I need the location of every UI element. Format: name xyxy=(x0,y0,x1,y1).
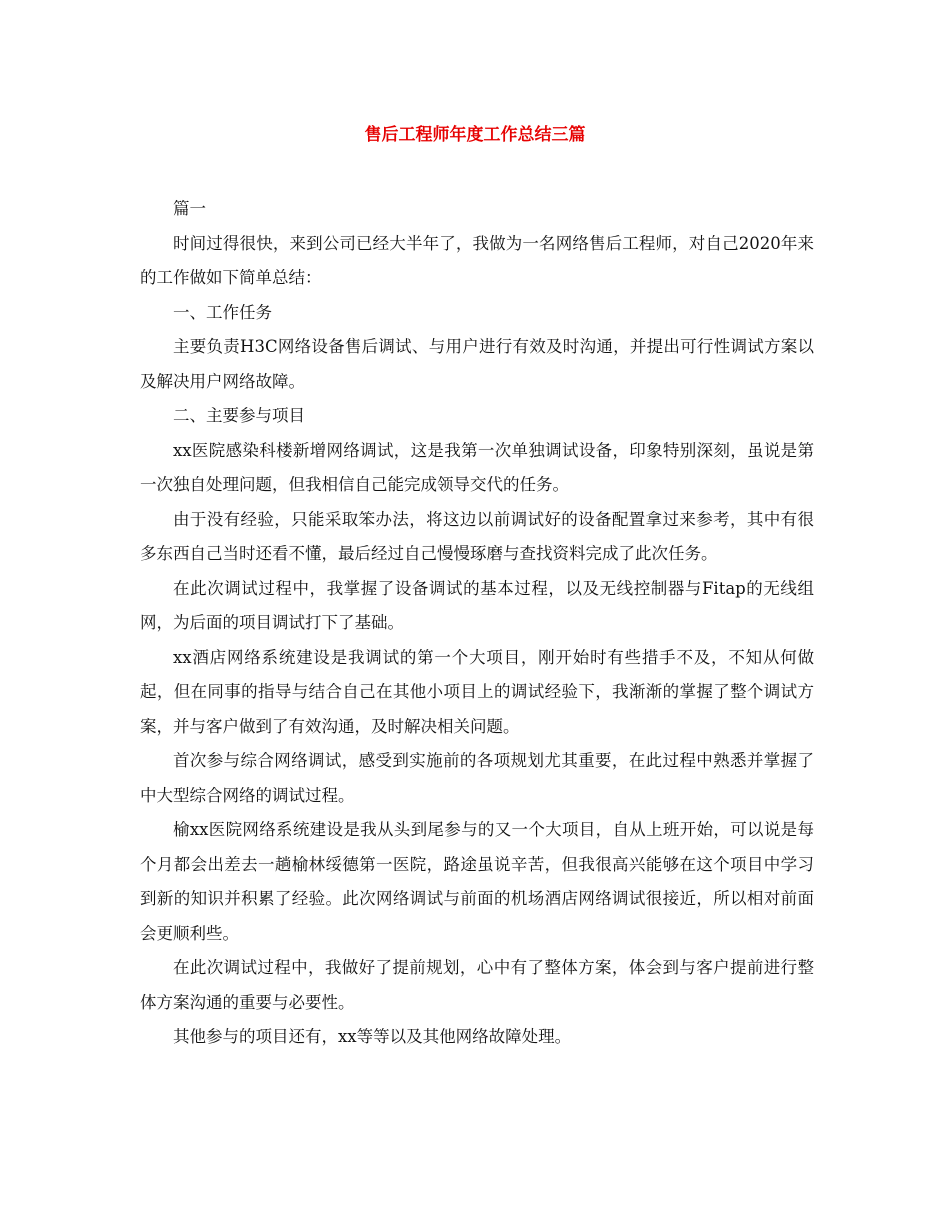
paragraph-intro: 时间过得很快，来到公司已经大半年了，我做为一名网络售后工程师，对自己2020年来的工作做如下简单总结： xyxy=(140,233,814,287)
paragraph-learned-basics: 在此次调试过程中，我掌握了设备调试的基本过程，以及无线控制器与Fitap的无线组网，为后面的项目调试打下了基础。 xyxy=(140,578,814,632)
document-title: 售后工程师年度工作总结三篇 xyxy=(364,125,586,145)
paragraph-project-yu-hospital: 榆xx医院网络系统建设是我从头到尾参与的又一个大项目，自从上班开始，可以说是每个月都会出差去一趟榆林绥德第一医院，路途虽说辛苦，但我很高兴能够在这个项目中学习到新的知识并积累了经验。此次网络调试与前面的机场酒店网络调试很接近，所以相对前面会更顺利些。 xyxy=(140,820,814,943)
paragraph-project-hospital-ward: xx医院感染科楼新增网络调试，这是我第一次单独调试设备，印象特别深刻，虽说是第一次独自处理问题，但我相信自己能完成领导交代的任务。 xyxy=(140,440,814,494)
paragraph-first-integration: 首次参与综合网络调试，感受到实施前的各项规划尤其重要，在此过程中熟悉并掌握了中大型综合网络的调试过程。 xyxy=(140,751,814,805)
paragraph-tasks: 主要负责H3C网络设备售后调试、与用户进行有效及时沟通，并提出可行性调试方案以及解决用户网络故障。 xyxy=(140,337,814,391)
paragraph-other-projects: 其他参与的项目还有，xx等等以及其他网络故障处理。 xyxy=(173,1027,572,1046)
paragraph-heading-tasks: 一、工作任务 xyxy=(173,302,272,322)
paragraph-project-hotel: xx酒店网络系统建设是我调试的第一个大项目，刚开始时有些措手不及，不知从何做起，但在同事的指导与结合自己在其他小项目上的调试经验下，我渐渐的掌握了整个调试方案，并与客户做到了有效沟通，及时解决相关问题。 xyxy=(140,647,814,736)
paragraph-heading-projects: 二、主要参与项目 xyxy=(173,406,305,425)
document-body xyxy=(140,192,814,1055)
paragraph-section-heading: 篇一 xyxy=(173,199,206,218)
paragraph-planning: 在此次调试过程中，我做好了提前规划，心中有了整体方案，体会到与客户提前进行整体方案沟通的重要与必要性。 xyxy=(140,958,814,1012)
paragraph-no-experience: 由于没有经验，只能采取笨办法，将这边以前调试好的设备配置拿过来参考，其中有很多东西自己当时还看不懂，最后经过自己慢慢琢磨与查找资料完成了此次任务。 xyxy=(140,509,814,563)
